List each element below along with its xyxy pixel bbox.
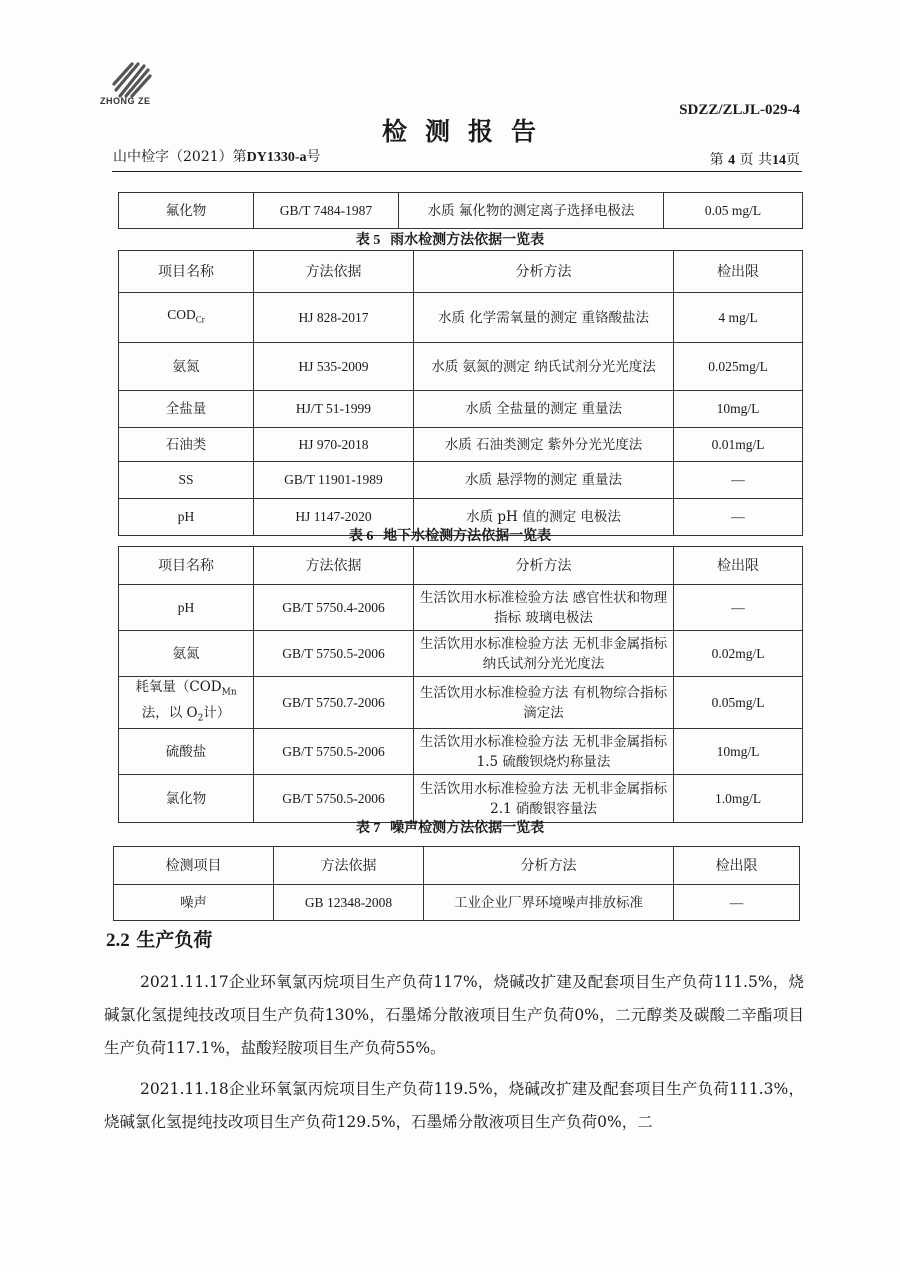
- page-title: 检测报告: [381, 117, 554, 146]
- item-cell: pH: [119, 499, 254, 536]
- table-header-row: [119, 547, 803, 585]
- table-row: [119, 677, 803, 729]
- analysis-cell: 工业企业厂界环境噪声排放标准: [424, 885, 674, 921]
- page-current: 4: [728, 153, 736, 168]
- table-row: [119, 775, 803, 823]
- method-cell: GB/T 5750.5-2006: [254, 775, 414, 823]
- table-row: [114, 885, 800, 921]
- table-row: [119, 391, 803, 428]
- table-row: [119, 428, 803, 462]
- item-cell: 氯化物: [119, 775, 254, 823]
- limit-cell: 0.025mg/L: [674, 343, 803, 391]
- method-cell: GB/T 5750.7-2006: [254, 677, 414, 729]
- method-cell: GB/T 11901-1989: [254, 462, 414, 499]
- analysis-cell: 生活饮用水标准检验方法 有机物综合指标 滴定法: [414, 677, 674, 729]
- method-cell: GB/T 7484-1987: [254, 193, 399, 229]
- logo-text: ZHONG ZE: [100, 96, 151, 106]
- item-subscript: Mn: [221, 687, 237, 698]
- method-cell: HJ 970-2018: [254, 428, 414, 462]
- analysis-cell: 水质 pH 值的测定 电极法: [414, 499, 674, 536]
- report-reference: [113, 146, 321, 166]
- item-subscript: Cr: [195, 314, 205, 325]
- paragraph: 2021.11.17企业环氧氯丙烷项目生产负荷117%，烧碱改扩建及配套项目生产负荷111.5%，烧碱氯化氢提纯技改项目生产负荷130%，石墨烯分散液项目生产负荷0%，二元醇类及碳酸二辛酯项目生产负荷117.1%，盐酸羟胺项目生产负荷55%。: [104, 973, 804, 1057]
- analysis-cell: 生活饮用水标准检验方法 无机非金属指标 纳氏试剂分光光度法: [414, 631, 674, 677]
- item-cell: 氨氮: [119, 343, 254, 391]
- header-item: 项目名称: [119, 547, 254, 585]
- page-number: [710, 149, 800, 169]
- page-label: 第: [709, 152, 724, 168]
- analysis-cell: 生活饮用水标准检验方法 无机非金属指标 1.5 硫酸钡烧灼称量法: [414, 729, 674, 775]
- section-title: 生产负荷: [136, 929, 213, 951]
- table6-caption: [0, 525, 900, 545]
- table5: [118, 250, 803, 536]
- method-cell: HJ 1147-2020: [254, 499, 414, 536]
- ref-number: DY1330-a: [246, 150, 307, 165]
- analysis-cell: 水质 悬浮物的测定 重量法: [414, 462, 674, 499]
- limit-cell: —: [674, 462, 803, 499]
- limit-cell: 0.05mg/L: [674, 677, 803, 729]
- table-row: [119, 293, 803, 343]
- table7-caption-text: 噪声检测方法依据一览表: [390, 820, 545, 836]
- table-row: [119, 585, 803, 631]
- page-suffix: 页: [786, 152, 800, 168]
- table5-caption: [0, 229, 900, 249]
- table-header-row: [119, 251, 803, 293]
- document-code: SDZZ/ZLJL-029-4: [679, 102, 800, 118]
- table-row: [119, 631, 803, 677]
- limit-cell: —: [674, 585, 803, 631]
- section-number: 2.2: [106, 930, 130, 951]
- header-limit: 检出限: [674, 251, 803, 293]
- item-cell: 硫酸盐: [119, 729, 254, 775]
- header-method: 方法依据: [254, 547, 414, 585]
- item-text-b: 法，以 O: [141, 704, 198, 721]
- header-limit: 检出限: [674, 547, 803, 585]
- limit-cell: 1.0mg/L: [674, 775, 803, 823]
- table7-caption-number: 表 7: [355, 821, 381, 836]
- table-row: [119, 193, 803, 229]
- method-cell: HJ/T 51-1999: [254, 391, 414, 428]
- item-cell: pH: [119, 585, 254, 631]
- method-cell: GB/T 5750.4-2006: [254, 585, 414, 631]
- item-cell: 噪声: [114, 885, 274, 921]
- carryover-table: [118, 192, 803, 229]
- table-row: [119, 729, 803, 775]
- limit-cell: 0.02mg/L: [674, 631, 803, 677]
- item-cell: 氟化物: [119, 193, 254, 229]
- header-analysis: 分析方法: [414, 251, 674, 293]
- item-text-c: 计）: [203, 704, 231, 721]
- method-cell: GB/T 5750.5-2006: [254, 729, 414, 775]
- section-heading: [106, 925, 212, 952]
- item-cell: [119, 293, 254, 343]
- analysis-cell: 水质 全盐量的测定 重量法: [414, 391, 674, 428]
- ref-prefix: 山中检字（2021）第: [113, 149, 247, 165]
- header-limit: 检出限: [674, 847, 800, 885]
- item-cell: 氨氮: [119, 631, 254, 677]
- header-method: 方法依据: [274, 847, 424, 885]
- table-row: [119, 462, 803, 499]
- analysis-cell: 生活饮用水标准检验方法 无机非金属指标 2.1 硝酸银容量法: [414, 775, 674, 823]
- header-method: 方法依据: [254, 251, 414, 293]
- analysis-cell: 水质 石油类测定 紫外分光光度法: [414, 428, 674, 462]
- item-text-a: 耗氧量（COD: [135, 679, 222, 695]
- method-cell: HJ 828-2017: [254, 293, 414, 343]
- limit-cell: —: [674, 885, 800, 921]
- header-analysis: 分析方法: [424, 847, 674, 885]
- item-text: COD: [167, 307, 196, 323]
- header-item: 项目名称: [119, 251, 254, 293]
- analysis-cell: 水质 化学需氧量的测定 重铬酸盐法: [414, 293, 674, 343]
- table-row: [119, 343, 803, 391]
- page-mid: 页 共: [739, 152, 772, 168]
- paragraph: 2021.11.18企业环氧氯丙烷项目生产负荷119.5%，烧碱改扩建及配套项目生产负荷111.3%，烧碱氯化氢提纯技改项目生产负荷129.5%，石墨烯分散液项目生产负荷0%，二: [104, 1080, 804, 1131]
- analysis-cell: 水质 氟化物的测定离子选择电极法: [399, 193, 664, 229]
- header-item: 检测项目: [114, 847, 274, 885]
- item-cell: 全盐量: [119, 391, 254, 428]
- limit-cell: 10mg/L: [674, 391, 803, 428]
- analysis-cell: 水质 氨氮的测定 纳氏试剂分光光度法: [414, 343, 674, 391]
- item-cell: SS: [119, 462, 254, 499]
- limit-cell: 0.05 mg/L: [664, 193, 803, 229]
- table6-caption-text: 地下水检测方法依据一览表: [383, 528, 552, 544]
- table6-caption-number: 表 6: [348, 529, 374, 544]
- method-cell: GB/T 5750.5-2006: [254, 631, 414, 677]
- limit-cell: 10mg/L: [674, 729, 803, 775]
- item-cell: [119, 677, 254, 729]
- analysis-cell: 生活饮用水标准检验方法 感官性状和物理指标 玻璃电极法: [414, 585, 674, 631]
- header-rule: [112, 171, 802, 172]
- limit-cell: —: [674, 499, 803, 536]
- item-cell: 石油类: [119, 428, 254, 462]
- ref-suffix: 号: [306, 149, 321, 165]
- limit-cell: 4 mg/L: [674, 293, 803, 343]
- limit-cell: 0.01mg/L: [674, 428, 803, 462]
- header-analysis: 分析方法: [414, 547, 674, 585]
- table5-caption-number: 表 5: [355, 233, 381, 248]
- item-subscript-2: 2: [197, 713, 204, 724]
- page-total: 14: [772, 153, 786, 168]
- table7-caption: [0, 817, 900, 837]
- method-cell: GB 12348-2008: [274, 885, 424, 921]
- method-cell: HJ 535-2009: [254, 343, 414, 391]
- table6: [118, 546, 803, 823]
- table7: [113, 846, 800, 921]
- table5-caption-text: 雨水检测方法依据一览表: [390, 232, 545, 248]
- table-header-row: [114, 847, 800, 885]
